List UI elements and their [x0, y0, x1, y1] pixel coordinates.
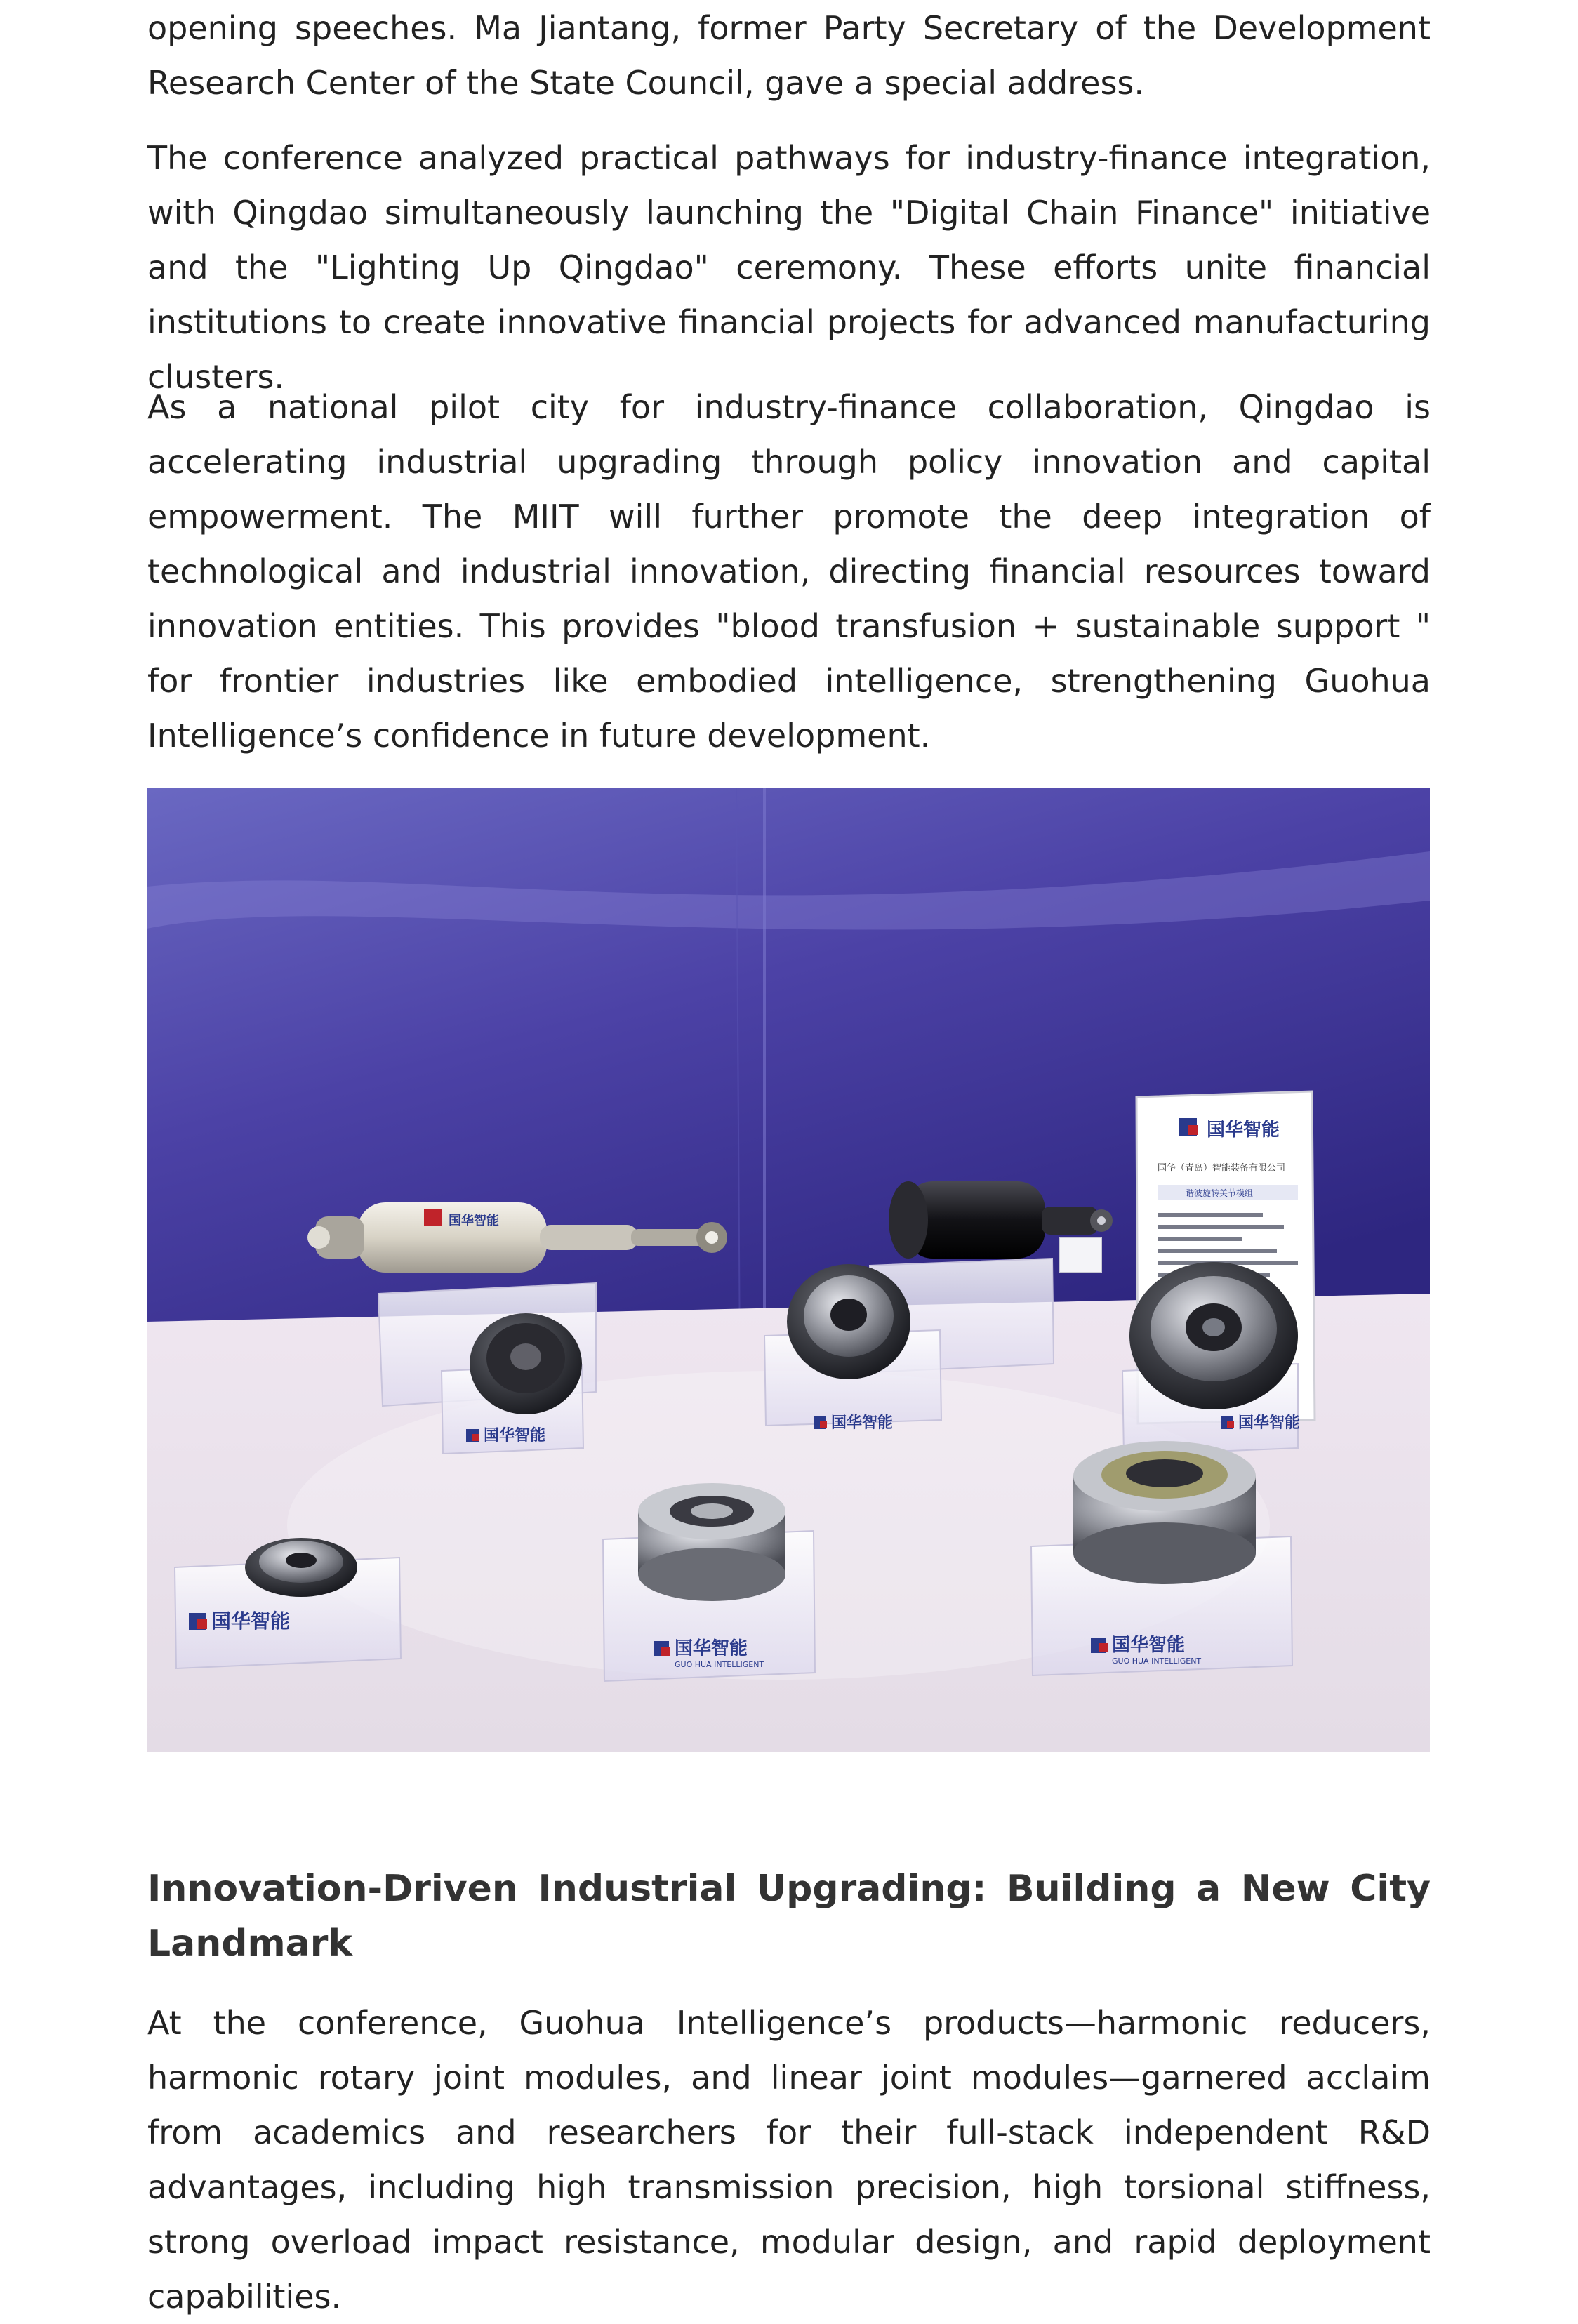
actuator-logo: 国华智能	[449, 1214, 499, 1228]
sign-logo: 国华智能	[1207, 1120, 1280, 1141]
logo-label: 国华智能	[484, 1427, 546, 1445]
paragraph-4: At the conference, Guohua Intelligence’s products—harmonic reducers, harmonic rotary joint modules, and linear joint modules—garnered acclaim from academics and researchers for their full-stack independent R&D advantages, including high transmission precision, high torsional stiffness, strong overload impact resistance, modular design, and rapid deployment capabilities.	[147, 2004, 1431, 2316]
paragraph-3: As a national pilot city for industry-finance collaboration, Qingdao is accelerating industrial upgrading through policy innovation and capital empowerment. The MIIT will further promote the deep integration of technological and industrial innovation, directing financial resources toward innovation entities. This provides "blood transfusion + sustainable support " for frontier industries like embodied intelligence, strengthening Guohua Intelligence’s confidence in future development.	[147, 388, 1431, 755]
logo-label-en: GUO HUA INTELLIGENT	[675, 1660, 764, 1669]
sign-company: 国华（青岛）智能装备有限公司	[1158, 1163, 1286, 1174]
logo-label-en: GUO HUA INTELLIGENT	[1112, 1656, 1202, 1666]
power-outlet	[1059, 1237, 1101, 1273]
product-display-photo	[147, 788, 1430, 1752]
paragraph-2: The conference analyzed practical pathways for industry-finance integration, with Qingdao simultaneously launching the "Digital Chain Finance" initiative and the "Lighting Up Qingdao" ceremony. These efforts unite financial institutions to create innovative financial projects for advanced manufacturing clusters.	[147, 139, 1431, 396]
section-heading: Innovation-Driven Industrial Upgrading: Building a New City Landmark	[147, 1868, 1431, 1965]
logo-label: 国华智能	[211, 1609, 291, 1633]
logo-label: 国华智能	[1112, 1635, 1186, 1656]
sign-subtitle: 谐波旋转关节模组	[1186, 1188, 1254, 1198]
logo-label: 国华智能	[831, 1414, 894, 1432]
paragraph-1: opening speeches. Ma Jiantang, former Party Secretary of the Development Research Center of the State Council, gave a special address.	[147, 9, 1431, 102]
logo-label: 国华智能	[1238, 1414, 1301, 1432]
logo-label: 国华智能	[675, 1638, 748, 1659]
